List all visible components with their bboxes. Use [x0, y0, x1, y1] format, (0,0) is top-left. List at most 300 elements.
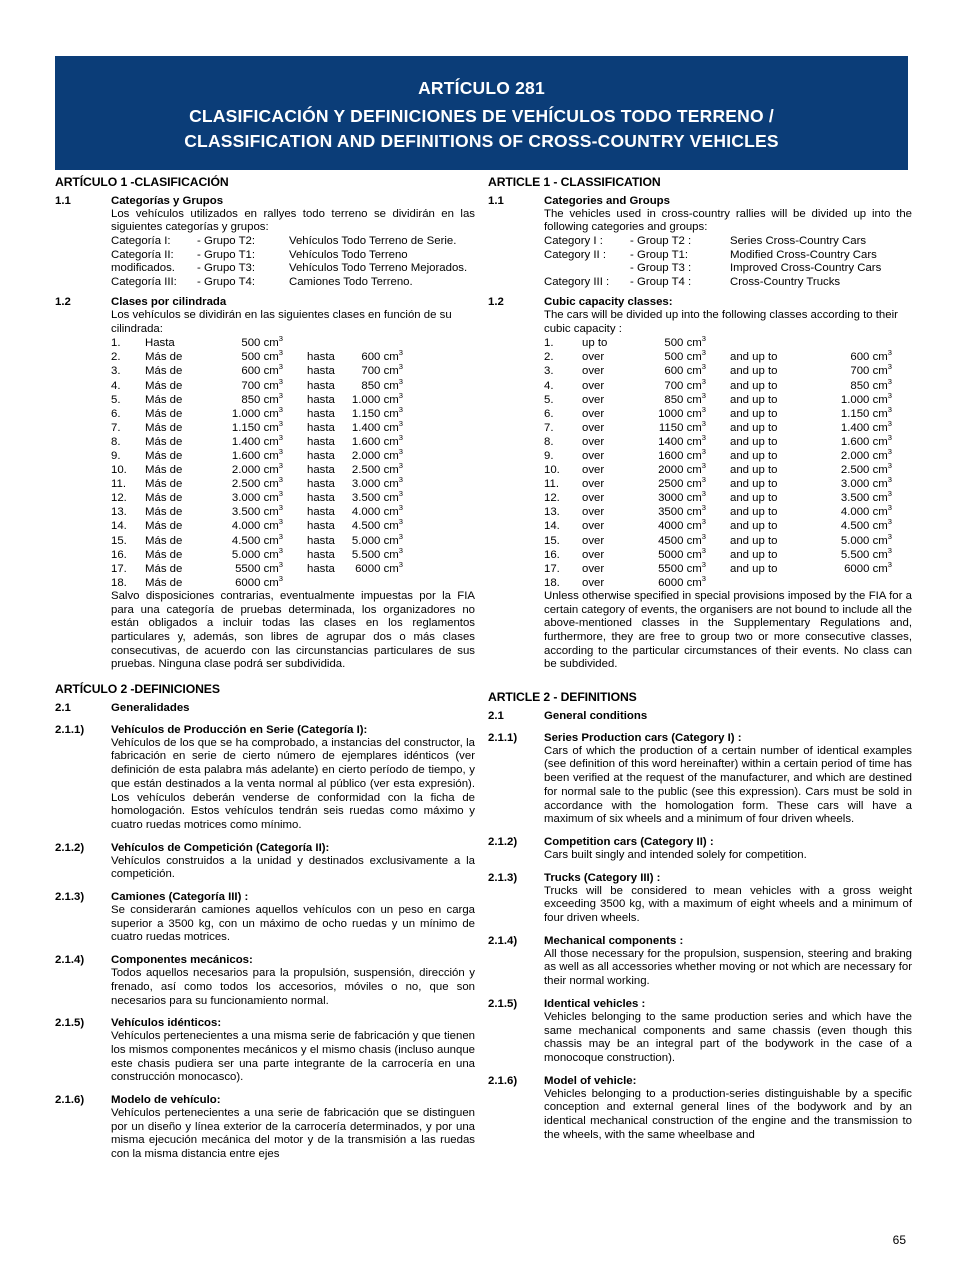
capacity-upper-value [341, 336, 403, 350]
class-number: 1. [111, 337, 121, 350]
capacity-upper-value: 700 $cm^3$ [361, 362, 403, 378]
capacity-lower-value: 3500 $cm^3$ [658, 503, 706, 519]
capacity-link-word: and up to [730, 478, 778, 491]
capacity-upper-value [808, 336, 892, 350]
group-label: - Grupo T2: [197, 235, 256, 247]
capacity-link-word: and up to [730, 548, 778, 561]
capacity-lower-value: 500 $cm^3$ [241, 348, 283, 364]
capacity-unit: $cm^3$ [869, 489, 892, 505]
capacity-lower-value: 4500 $cm^3$ [658, 531, 706, 547]
capacity-link-word: and up to [730, 492, 778, 505]
definition-number: 2.1.4) [488, 934, 518, 947]
capacity-link-word: and up to [730, 562, 778, 575]
capacity-operator: over [582, 351, 605, 364]
capacity-lower-value: 1000 $cm^3$ [658, 404, 706, 420]
capacity-unit: $cm^3$ [380, 348, 403, 364]
capacity-link-word: and up to [730, 435, 778, 448]
definition-heading [488, 997, 912, 1011]
class-number: 18. [111, 576, 127, 589]
capacity-operator: over [582, 365, 605, 378]
category-group-row [111, 276, 475, 290]
category-group-row [544, 249, 912, 263]
capacity-unit: $cm^3$ [869, 404, 892, 420]
capacity-unit: $cm^3$ [869, 531, 892, 547]
capacity-class-row [544, 435, 912, 449]
class-number: 16. [544, 548, 560, 561]
section-1-1-heading-es [55, 194, 475, 208]
definition-heading [488, 835, 912, 849]
capacity-unit: $cm^3$ [683, 447, 706, 462]
capacity-class-row [111, 519, 475, 533]
capacity-unit: $cm^3$ [260, 334, 283, 350]
capacity-link-word: and up to [730, 393, 778, 406]
capacity-link-word: hasta [307, 562, 335, 575]
capacity-link-word: hasta [307, 379, 335, 392]
capacity-unit: $cm^3$ [260, 376, 283, 392]
definition-title: Camiones (Categoría III) : [111, 891, 249, 904]
capacity-class-row [111, 364, 475, 378]
capacity-upper-value: 4.000 $cm^3$ [840, 503, 892, 519]
category-group-row [111, 249, 475, 263]
group-description: Cross-Country Trucks [730, 276, 841, 289]
capacity-upper-value: 600 $cm^3$ [850, 348, 892, 364]
capacity-classes-table-en [544, 336, 912, 590]
capacity-class-row [544, 418, 912, 435]
class-number: 13. [544, 506, 560, 519]
section-number: 2.1 [488, 709, 504, 722]
capacity-operator: Más de [145, 464, 183, 477]
capacity-class-row [111, 435, 475, 449]
definition-number: 2.1.3) [55, 891, 85, 904]
capacity-upper-value: 850 $cm^3$ [361, 376, 403, 392]
capacity-unit: $cm^3$ [683, 390, 706, 406]
section-2-1-heading-en [488, 709, 912, 723]
capacity-unit: $cm^3$ [380, 461, 403, 477]
class-number: 14. [111, 520, 127, 533]
capacity-link-word [706, 336, 808, 350]
capacity-operator: Más de [145, 393, 183, 406]
definition-body: Trucks will be considered to mean vehicles with a gross weight exceeding 3500 kg, with a maximum of eight wheels and a minimum of four driven wheels. [544, 884, 912, 925]
capacity-unit: $cm^3$ [869, 447, 892, 462]
class-number: 9. [544, 449, 554, 462]
capacity-class-row [111, 350, 475, 364]
capacity-unit: $cm^3$ [869, 376, 892, 392]
capacity-upper-value [808, 576, 892, 590]
category-group-row [544, 276, 912, 290]
capacity-unit: $cm^3$ [260, 545, 283, 561]
capacity-operator: over [582, 520, 605, 533]
definition-number: 2.1.2) [55, 841, 85, 854]
section-1-2-note-es: Salvo disposiciones contrarias, eventualmente impuestas por la FIA para una categoría de pruebas determinada, los organizadores no están obligados a incluir todas las clases en los reglamentos particulares y, además, son libres de agrupar dos o más clases consecutivas, de acuerdo con las circunstancias particulares de sus pruebas. Ninguna clase podrá ser subdividida. [111, 589, 475, 671]
capacity-upper-value: 3.000 $cm^3$ [840, 475, 892, 491]
capacity-class-row [544, 519, 912, 533]
definition-body: All those necessary for the propulsion, suspension, steering and braking as well as all accessories whether moving or not which are necessary for their normal working. [544, 947, 912, 988]
group-label: - Grupo T1: [197, 248, 256, 261]
capacity-unit: $cm^3$ [260, 503, 283, 519]
definition-body: Cars built singly and intended solely for competition. [544, 848, 807, 861]
capacity-lower-value: 600 $cm^3$ [241, 362, 283, 378]
capacity-link-word: hasta [307, 492, 335, 505]
capacity-class-row [544, 559, 912, 576]
capacity-link-word: and up to [730, 449, 778, 462]
capacity-unit: $cm^3$ [683, 545, 706, 561]
definition-title: Vehículos de Producción en Serie (Categoría I): [111, 723, 368, 736]
capacity-upper-value [341, 576, 403, 590]
capacity-link-word: and up to [730, 421, 778, 434]
definition-title: Mechanical components : [544, 934, 684, 947]
capacity-unit: $cm^3$ [683, 461, 706, 477]
capacity-unit: $cm^3$ [683, 348, 706, 364]
capacity-upper-value: 1.600 $cm^3$ [351, 433, 403, 448]
capacity-link-word: hasta [307, 520, 335, 533]
definition-number: 2.1.5) [55, 1017, 85, 1030]
capacity-unit: $cm^3$ [260, 418, 283, 434]
class-number: 12. [544, 492, 560, 505]
capacity-lower-value: 1600 $cm^3$ [658, 447, 706, 462]
section-number: 1.2 [55, 295, 71, 308]
definition-heading [55, 890, 475, 904]
class-number: 5. [111, 393, 121, 406]
capacity-link-word: hasta [307, 365, 335, 378]
capacity-lower-value: 5500 $cm^3$ [658, 559, 706, 575]
capacity-unit: $cm^3$ [380, 376, 403, 392]
capacity-link-word: and up to [730, 506, 778, 519]
capacity-unit: $cm^3$ [869, 503, 892, 519]
capacity-lower-value: 2.500 $cm^3$ [231, 475, 283, 491]
capacity-unit: $cm^3$ [683, 503, 706, 519]
capacity-operator: Más de [145, 365, 183, 378]
capacity-lower-value: 2500 $cm^3$ [658, 475, 706, 491]
definition-number: 2.1.1) [488, 731, 518, 744]
class-number: 15. [111, 534, 127, 547]
capacity-unit: $cm^3$ [260, 574, 283, 589]
class-number: 6. [111, 407, 121, 420]
capacity-unit: $cm^3$ [380, 545, 403, 561]
class-number: 8. [544, 435, 554, 448]
class-number: 7. [111, 421, 121, 434]
definition-number: 2.1.4) [55, 954, 85, 967]
capacity-unit: $cm^3$ [380, 531, 403, 547]
capacity-classes-table-es [111, 336, 475, 590]
capacity-link-word: and up to [730, 534, 778, 547]
capacity-class-row [111, 390, 475, 407]
capacity-class-row [111, 477, 475, 491]
capacity-operator: over [582, 393, 605, 406]
capacity-class-row [544, 364, 912, 378]
definition-body: Vehículos de los que se ha comprobado, a instancias del constructor, la fabricación en serie de cierto número de ejemplares idénticos (ver definición de esta palabra más adelante) en cierto período de tiempo, y que están destinados a la venta normal al público (ver esta expresión). Los vehículos deberán venderse de conformidad con la ficha de homologación. Estos vehículos tendrán seis ruedas como máximo y cuatro ruedas motrices como mínimo. [111, 736, 475, 831]
class-number: 14. [544, 520, 560, 533]
definition-body: Vehicles belonging to a production-series distinguishable by a specific conception and external general lines of the bodywork and by an identical mechanical construction of the engine and the transmission to the wheels, with the same wheelbase and [544, 1087, 912, 1141]
capacity-operator: Más de [145, 506, 183, 519]
capacity-upper-value: 2.000 $cm^3$ [351, 447, 403, 462]
section-number: 1.2 [488, 295, 504, 308]
capacity-lower-value: 2000 $cm^3$ [658, 461, 706, 477]
category-group-row [544, 262, 912, 276]
definition-number: 2.1.1) [55, 723, 85, 736]
capacity-unit: $cm^3$ [380, 503, 403, 519]
capacity-unit: $cm^3$ [869, 545, 892, 561]
banner-subtitle-spanish: CLASIFICACIÓN Y DEFINICIONES DE VEHÍCULOS TODO TERRENO / [189, 106, 774, 126]
class-number: 9. [111, 449, 121, 462]
capacity-upper-value: 6000 $cm^3$ [355, 559, 403, 575]
capacity-class-row [544, 545, 912, 562]
section-title: Categorías y Grupos [111, 194, 224, 207]
definition-heading [488, 934, 912, 948]
definition-number: 2.1.6) [488, 1074, 518, 1087]
capacity-class-row [544, 491, 912, 505]
category-label: Category III : [544, 276, 610, 289]
capacity-unit: $cm^3$ [380, 475, 403, 491]
capacity-unit: $cm^3$ [869, 559, 892, 575]
capacity-unit: $cm^3$ [260, 475, 283, 491]
article-2-heading-es: ARTÍCULO 2 -DEFINICIONES [55, 682, 220, 697]
capacity-link-word: hasta [307, 421, 335, 434]
capacity-lower-value: 1.150 $cm^3$ [231, 418, 283, 434]
definition-heading [55, 1093, 475, 1107]
category-group-row [111, 262, 475, 276]
class-number: 1. [544, 337, 554, 350]
spanish-column [55, 176, 475, 1162]
class-number: 18. [544, 576, 560, 589]
capacity-operator: over [582, 421, 605, 434]
capacity-lower-value: 3.000 $cm^3$ [231, 489, 283, 505]
capacity-unit: $cm^3$ [260, 517, 283, 533]
capacity-operator: Más de [145, 421, 183, 434]
capacity-class-row [544, 576, 912, 590]
section-1-1-intro-es: Los vehículos utilizados en rallyes todo terreno se dividirán en las siguientes categorías y grupos: [111, 207, 475, 234]
capacity-lower-value: 1.600 $cm^3$ [231, 447, 283, 462]
capacity-lower-value: 700 $cm^3$ [664, 376, 706, 392]
capacity-unit: $cm^3$ [380, 404, 403, 420]
capacity-class-row [111, 404, 475, 421]
group-description: Vehículos Todo Terreno de Serie. [289, 235, 457, 247]
capacity-lower-value: 5500 $cm^3$ [235, 559, 283, 575]
capacity-class-row [111, 505, 475, 519]
category-label: Categoría II: [111, 248, 174, 261]
capacity-unit: $cm^3$ [260, 433, 283, 448]
capacity-unit: $cm^3$ [380, 418, 403, 434]
capacity-unit: $cm^3$ [380, 517, 403, 533]
definition-title: Competition cars (Category II) : [544, 835, 714, 848]
section-1-2-heading-es [55, 295, 475, 309]
article-2-heading-en: ARTICLE 2 - DEFINITIONS [488, 690, 637, 705]
capacity-class-row [111, 376, 475, 393]
capacity-unit: $cm^3$ [260, 559, 283, 575]
capacity-unit: $cm^3$ [260, 362, 283, 378]
capacity-lower-value: 500 $cm^3$ [664, 334, 706, 350]
group-description: Vehículos Todo Terreno [289, 248, 408, 261]
capacity-class-row [544, 531, 912, 548]
capacity-lower-value: 3000 $cm^3$ [658, 489, 706, 505]
definition-title: Trucks (Category III) : [544, 871, 661, 884]
capacity-unit: $cm^3$ [683, 489, 706, 505]
capacity-link-word: hasta [307, 478, 335, 491]
class-number: 2. [111, 351, 121, 364]
capacity-unit: $cm^3$ [869, 348, 892, 364]
definition-title: Series Production cars (Category I) : [544, 731, 742, 744]
capacity-upper-value: 4.500 $cm^3$ [840, 517, 892, 533]
capacity-operator: over [582, 492, 605, 505]
banner-subtitle-english: CLASSIFICATION AND DEFINITIONS OF CROSS-COUNTRY VEHICLES [184, 131, 779, 151]
capacity-link-word [706, 576, 808, 590]
capacity-upper-value: 2.000 $cm^3$ [840, 447, 892, 462]
capacity-unit: $cm^3$ [260, 447, 283, 462]
class-number: 13. [111, 506, 127, 519]
banner-article-number: ARTÍCULO 281 [418, 78, 545, 98]
class-number: 4. [544, 379, 554, 392]
capacity-link-word: and up to [730, 464, 778, 477]
capacity-lower-value: 850 $cm^3$ [241, 390, 283, 406]
class-number: 11. [111, 478, 126, 491]
capacity-unit: $cm^3$ [260, 404, 283, 420]
capacity-link-word: hasta [307, 407, 335, 420]
class-number: 2. [544, 351, 554, 364]
section-number: 1.1 [55, 194, 71, 207]
capacity-operator: Más de [145, 492, 183, 505]
capacity-operator: over [582, 548, 605, 561]
capacity-operator: Más de [145, 379, 183, 392]
capacity-unit: $cm^3$ [380, 489, 403, 505]
capacity-unit: $cm^3$ [683, 475, 706, 491]
category-group-row [111, 235, 475, 249]
definition-title: Modelo de vehículo: [111, 1094, 221, 1107]
capacity-unit: $cm^3$ [683, 517, 706, 533]
capacity-unit: $cm^3$ [869, 475, 892, 491]
capacity-unit: $cm^3$ [683, 531, 706, 547]
capacity-operator: Más de [145, 449, 183, 462]
capacity-class-row [544, 505, 912, 519]
capacity-link-word: hasta [307, 464, 335, 477]
capacity-unit: $cm^3$ [260, 531, 283, 547]
capacity-unit: $cm^3$ [683, 433, 706, 448]
capacity-link-word: and up to [730, 351, 778, 364]
group-label: - Grupo T3: [197, 262, 256, 275]
capacity-unit: $cm^3$ [380, 362, 403, 378]
group-description: Modified Cross-Country Cars [730, 248, 877, 261]
definition-heading [488, 731, 912, 745]
capacity-unit: $cm^3$ [869, 418, 892, 434]
category-label: modificados. [111, 262, 175, 275]
capacity-class-row [544, 376, 912, 393]
capacity-upper-value: 1.000 $cm^3$ [351, 390, 403, 406]
capacity-lower-value: 6000 $cm^3$ [235, 574, 283, 589]
capacity-operator: Más de [145, 435, 183, 448]
group-label: - Group T4 : [630, 276, 692, 289]
section-number: 2.1 [55, 701, 71, 714]
capacity-link-word: hasta [307, 393, 335, 406]
capacity-operator: over [582, 464, 605, 477]
category-label: Categoría I: [111, 235, 171, 247]
capacity-unit: $cm^3$ [869, 461, 892, 477]
capacity-link-word: and up to [730, 379, 778, 392]
definition-body: Cars of which the production of a certain number of identical examples (see definition of this word hereinafter) within a certain period of time has been verified at the request of the manufacturer, and which are destined for normal sale to the public (see this expression). Cars must be sold in accordance with the homologation form. These cars will have a maximum of six wheels and a minimum of four driven wheels. [544, 744, 912, 826]
capacity-operator: over [582, 449, 605, 462]
capacity-operator: Más de [145, 562, 183, 575]
class-number: 17. [544, 562, 560, 575]
capacity-unit: $cm^3$ [683, 376, 706, 392]
capacity-upper-value: 600 $cm^3$ [361, 348, 403, 364]
categories-table-es [111, 235, 475, 290]
capacity-unit: $cm^3$ [380, 390, 403, 406]
definition-title: Identical vehicles : [544, 997, 646, 1010]
capacity-lower-value: 1.000 $cm^3$ [231, 404, 283, 420]
capacity-unit: $cm^3$ [869, 390, 892, 406]
section-1-2-heading-en [488, 295, 912, 309]
capacity-upper-value: 5.000 $cm^3$ [351, 531, 403, 547]
capacity-upper-value: 3.000 $cm^3$ [351, 475, 403, 491]
capacity-link-word: hasta [307, 351, 335, 364]
capacity-class-row [544, 449, 912, 463]
capacity-upper-value: 2.500 $cm^3$ [840, 461, 892, 477]
capacity-lower-value: 6000 $cm^3$ [658, 574, 706, 589]
definition-heading [55, 1016, 475, 1030]
capacity-unit: $cm^3$ [380, 447, 403, 462]
definition-heading [55, 953, 475, 967]
class-number: 8. [111, 435, 121, 448]
definition-number: 2.1.2) [488, 835, 518, 848]
section-title: Categories and Groups [544, 194, 670, 207]
class-number: 3. [544, 365, 554, 378]
section-1-2-note-en: Unless otherwise specified in special provisions imposed by the FIA for a certain category of events, the organisers are not bound to include all the above-mentioned classes in the Supplementary Regulations and, furthermore, they are free to group two or more consecutive classes, according to the particular circumstances of their events. No class can be subdivided. [544, 589, 912, 671]
class-number: 3. [111, 365, 121, 378]
class-number: 5. [544, 393, 554, 406]
capacity-link-word: and up to [730, 520, 778, 533]
definition-body: Se considerarán camiones aquellos vehículos con un peso en carga superior a 3500 kg, con un máximo de ocho ruedas y un mínimo de cuatro ruedas motrices. [111, 904, 475, 944]
capacity-lower-value: 1400 $cm^3$ [658, 433, 706, 448]
definition-body: Vehicles belonging to the same production series and which have the same mechanical components and same chassis (even though this chassis may be an integral part of the bodywork in the case of a monocoque construction). [544, 1010, 912, 1064]
capacity-upper-value: 1.400 $cm^3$ [351, 418, 403, 434]
capacity-link-word: hasta [307, 449, 335, 462]
capacity-upper-value: 700 $cm^3$ [850, 362, 892, 378]
capacity-upper-value: 1.150 $cm^3$ [840, 404, 892, 420]
capacity-unit: $cm^3$ [683, 559, 706, 575]
category-label: Category II : [544, 248, 607, 261]
capacity-class-row [544, 390, 912, 407]
group-label: - Group T1: [630, 248, 689, 261]
capacity-operator: over [582, 379, 605, 392]
definition-body: Vehículos construidos a la unidad y destinados exclusivamente a la competición. [111, 854, 475, 881]
capacity-upper-value: 3.500 $cm^3$ [351, 489, 403, 505]
capacity-lower-value: 3.500 $cm^3$ [231, 503, 283, 519]
capacity-unit: $cm^3$ [683, 418, 706, 434]
capacity-operator: Más de [145, 534, 183, 547]
capacity-operator: over [582, 534, 605, 547]
capacity-class-row [111, 545, 475, 562]
capacity-lower-value: 500 $cm^3$ [664, 348, 706, 364]
capacity-class-row [544, 463, 912, 477]
definitions-list-es [55, 715, 475, 1162]
capacity-link-word: hasta [307, 548, 335, 561]
section-title: Cubic capacity classes: [544, 295, 673, 308]
capacity-class-row [111, 336, 475, 350]
definition-heading [55, 723, 475, 737]
class-number: 11. [544, 478, 559, 491]
definition-body: Todos aquellos necesarios para la propulsión, suspensión, dirección y frenado, así como todos los accesorios, móviles o no, que son necesarios para su funcionamiento normal. [111, 967, 475, 1007]
capacity-upper-value: 4.000 $cm^3$ [351, 503, 403, 519]
capacity-class-row [111, 531, 475, 548]
capacity-unit: $cm^3$ [380, 559, 403, 575]
capacity-operator: Más de [145, 351, 183, 364]
group-label: - Group T3 : [630, 262, 692, 275]
capacity-operator: over [582, 562, 605, 575]
capacity-upper-value: 4.500 $cm^3$ [351, 517, 403, 533]
class-number: 17. [111, 562, 127, 575]
capacity-upper-value: 1.600 $cm^3$ [840, 433, 892, 448]
group-description: Improved Cross-Country Cars [730, 262, 882, 275]
definition-heading [488, 1074, 912, 1088]
capacity-link-word [283, 336, 341, 350]
capacity-class-row [111, 418, 475, 435]
